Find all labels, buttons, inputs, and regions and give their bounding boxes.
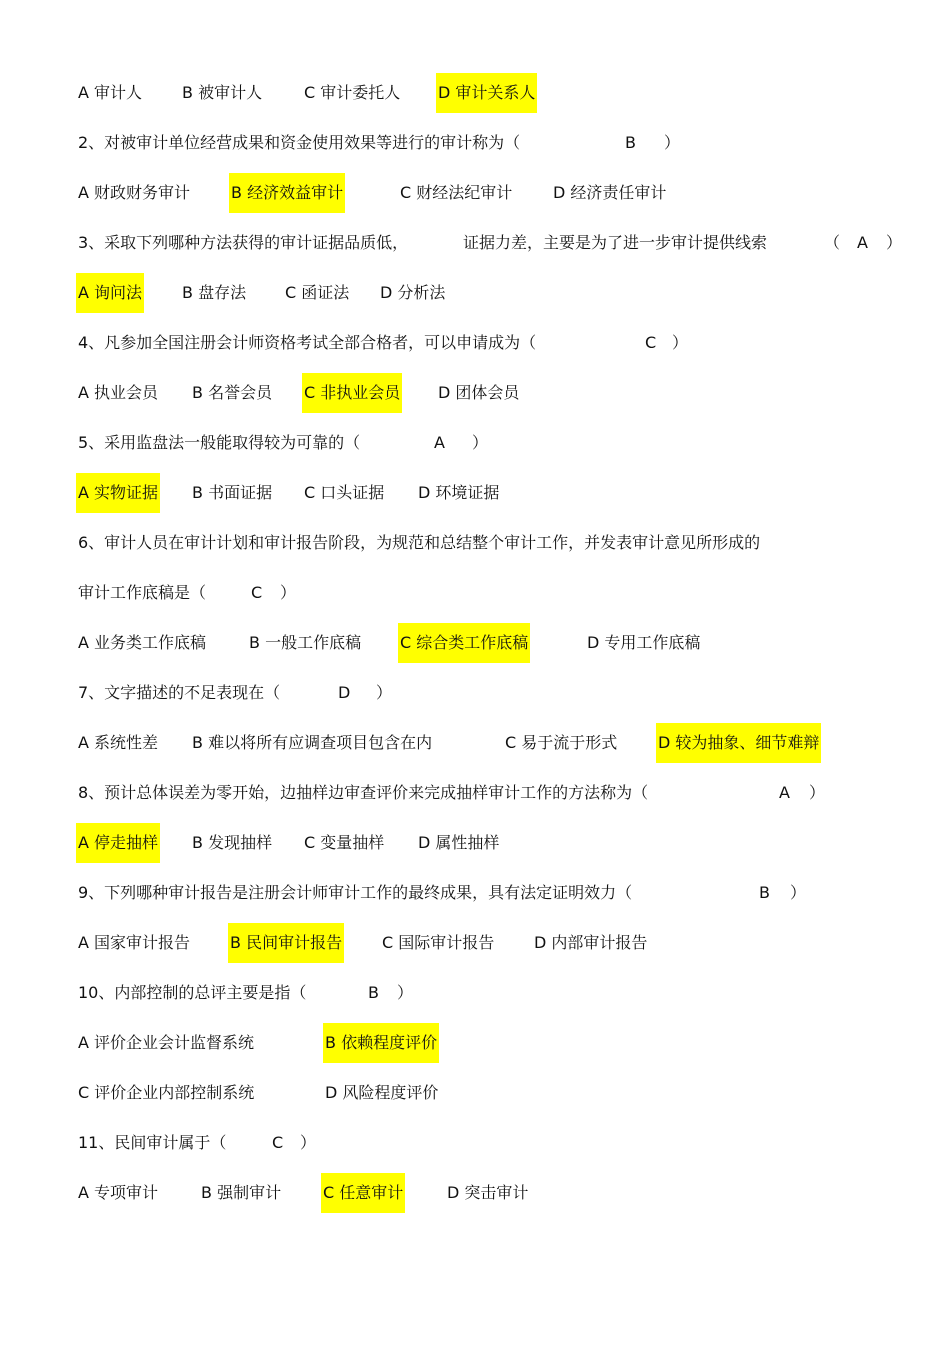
option-highlighted: B 经济效益审计: [229, 173, 345, 213]
option: A 国家审计报告: [78, 933, 191, 952]
option: A 执业会员: [78, 383, 159, 402]
question-row: [0, 673, 950, 713]
question-row: [0, 523, 950, 563]
option: D 风险程度评价: [325, 1083, 439, 1102]
question-row: [0, 223, 950, 263]
options-row: [0, 273, 950, 313]
question-text: 5、采用监盘法一般能取得较为可靠的（: [78, 433, 361, 452]
option-highlighted: C 非执业会员: [302, 373, 402, 413]
options-row: [0, 923, 950, 963]
option: B 名誉会员: [192, 383, 273, 402]
option: B 被审计人: [182, 83, 263, 102]
question-text: 2、对被审计单位经营成果和资金使用效果等进行的审计称为（: [78, 133, 521, 152]
paren-close: ）: [300, 1133, 317, 1152]
answer-letter: C: [645, 333, 657, 352]
options-row: [0, 473, 950, 513]
option: B 盘存法: [182, 283, 247, 302]
option: B 一般工作底稿: [249, 633, 362, 652]
question-text-line2: 审计工作底稿是（: [78, 583, 207, 602]
options-row: [0, 373, 950, 413]
question-row: [0, 123, 950, 163]
paren-close: ）: [664, 133, 681, 152]
option: D 环境证据: [418, 483, 500, 502]
paren-close: ）: [472, 433, 489, 452]
option: C 国际审计报告: [382, 933, 495, 952]
answer-letter: A: [434, 433, 445, 452]
option-highlighted: D 较为抽象、细节难辩: [656, 723, 821, 763]
question-row: [0, 873, 950, 913]
answer-letter: C: [251, 583, 263, 602]
options-row: [0, 723, 950, 763]
answer-letter: B: [368, 983, 379, 1002]
option-highlighted: C 综合类工作底稿: [398, 623, 530, 663]
question-row: [0, 423, 950, 463]
options-row: [0, 73, 950, 113]
option: D 团体会员: [438, 383, 520, 402]
question-text: 6、审计人员在审计计划和审计报告阶段，为规范和总结整个审计工作，并发表审计意见所形成的: [78, 533, 761, 552]
paren-open: （: [824, 233, 841, 252]
question-text: 11、民间审计属于（: [78, 1133, 227, 1152]
option: C 财经法纪审计: [400, 183, 513, 202]
option-highlighted: B 依赖程度评价: [323, 1023, 439, 1063]
options-row: [0, 1023, 950, 1063]
question-row-cont: [0, 573, 950, 613]
question-text: 4、凡参加全国注册会计师资格考试全部合格者，可以申请成为（: [78, 333, 537, 352]
option-highlighted: C 任意审计: [321, 1173, 405, 1213]
question-text-cont: 证据力差，主要是为了进一步审计提供线索: [463, 233, 768, 252]
option: C 口头证据: [304, 483, 385, 502]
option-highlighted: D 审计关系人: [436, 73, 537, 113]
option: B 发现抽样: [192, 833, 273, 852]
paren-close: ）: [280, 583, 297, 602]
option-highlighted: B 民间审计报告: [228, 923, 344, 963]
option: C 评价企业内部控制系统: [78, 1083, 255, 1102]
question-row: [0, 1123, 950, 1163]
option: C 函证法: [285, 283, 350, 302]
option: A 评价企业会计监督系统: [78, 1033, 255, 1052]
option: B 书面证据: [192, 483, 273, 502]
option-highlighted: A 询问法: [76, 273, 144, 313]
question-row: [0, 773, 950, 813]
option: A 审计人: [78, 83, 143, 102]
question-text: 3、采取下列哪种方法获得的审计证据品质低，: [78, 233, 409, 252]
option: C 易于流于形式: [505, 733, 618, 752]
options-row: [0, 1173, 950, 1213]
paren-close: ）: [397, 983, 414, 1002]
question-text: 7、文字描述的不足表现在（: [78, 683, 281, 702]
paren-close: ）: [376, 683, 393, 702]
option: B 强制审计: [201, 1183, 282, 1202]
question-text: 9、下列哪种审计报告是注册会计师审计工作的最终成果，具有法定证明效力（: [78, 883, 633, 902]
option: D 属性抽样: [418, 833, 500, 852]
option: D 专用工作底稿: [587, 633, 701, 652]
paren-close: ）: [886, 233, 903, 252]
option: A 业务类工作底稿: [78, 633, 207, 652]
paren-close: ）: [672, 333, 689, 352]
option: D 突击审计: [447, 1183, 529, 1202]
option: C 变量抽样: [304, 833, 385, 852]
question-row: [0, 973, 950, 1013]
options-row: [0, 173, 950, 213]
question-text: 10、内部控制的总评主要是指（: [78, 983, 307, 1002]
question-text: 8、预计总体误差为零开始，边抽样边审查评价来完成抽样审计工作的方法称为（: [78, 783, 649, 802]
option: C 审计委托人: [304, 83, 401, 102]
answer-letter: A: [779, 783, 790, 802]
answer-letter: C: [272, 1133, 284, 1152]
options-row: [0, 623, 950, 663]
option: A 专项审计: [78, 1183, 159, 1202]
options-row: [0, 1073, 950, 1113]
option: D 内部审计报告: [534, 933, 648, 952]
option-highlighted: A 实物证据: [76, 473, 160, 513]
option: B 难以将所有应调查项目包含在内: [192, 733, 433, 752]
answer-letter: B: [625, 133, 636, 152]
answer-letter: D: [338, 683, 351, 702]
paren-close: ）: [809, 783, 826, 802]
options-row: [0, 823, 950, 863]
question-row: [0, 323, 950, 363]
option: A 系统性差: [78, 733, 159, 752]
paren-close: ）: [790, 883, 807, 902]
answer-letter: B: [759, 883, 770, 902]
option-highlighted: A 停走抽样: [76, 823, 160, 863]
option: D 经济责任审计: [553, 183, 667, 202]
option: A 财政财务审计: [78, 183, 191, 202]
option: D 分析法: [380, 283, 446, 302]
answer-letter: A: [857, 233, 868, 252]
